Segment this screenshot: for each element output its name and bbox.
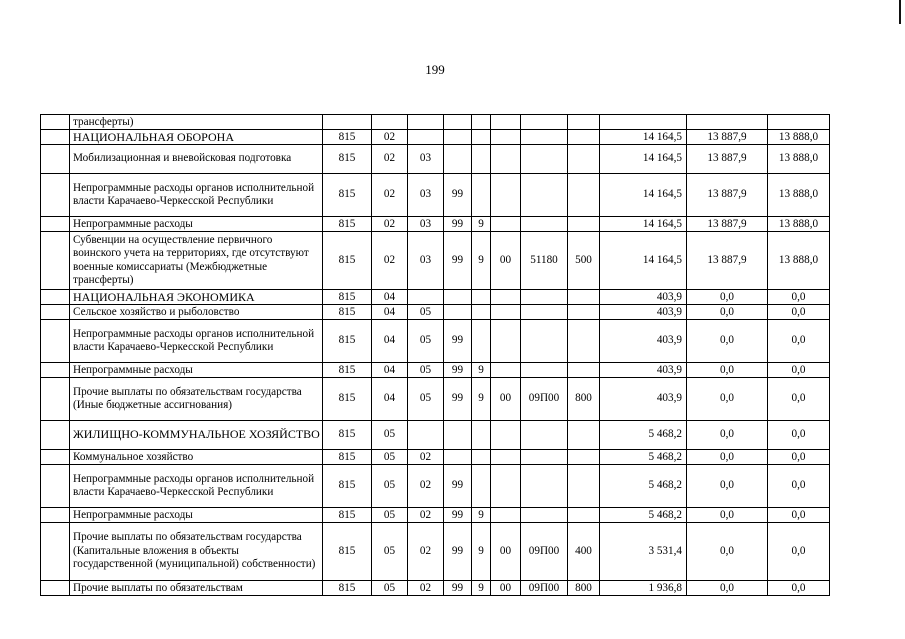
row-index-cell: [41, 421, 70, 450]
row-name: трансферты): [70, 115, 323, 130]
row-index-cell: [41, 508, 70, 523]
ministry-code: 815: [323, 232, 372, 290]
amount-year-3: 13 888,0: [768, 174, 830, 217]
table-row: [41, 305, 830, 320]
target-code: [521, 115, 568, 130]
amount-year-3: 13 888,0: [768, 232, 830, 290]
program-code: 99: [444, 232, 472, 290]
row-name: Прочие выплаты по обязательствам государства (Капитальные вложения в объекты государственной (муниципальной) собственности): [70, 523, 323, 581]
amount-year-2: 0,0: [687, 421, 768, 450]
table-row: [41, 378, 830, 421]
subprogram-code: [472, 145, 491, 174]
subsection-code: [408, 115, 444, 130]
amount-year-2: 0,0: [687, 581, 768, 596]
target-code: [521, 450, 568, 465]
program-code: 99: [444, 508, 472, 523]
ministry-code: 815: [323, 174, 372, 217]
direction-code: [491, 115, 521, 130]
subprogram-code: [472, 174, 491, 217]
subprogram-code: [472, 320, 491, 363]
subsection-code: 02: [408, 450, 444, 465]
target-code: 09П00: [521, 581, 568, 596]
row-index-cell: [41, 130, 70, 145]
amount-year-2: 13 887,9: [687, 145, 768, 174]
section-code: 04: [372, 320, 408, 363]
ministry-code: 815: [323, 450, 372, 465]
table-row: [41, 115, 830, 130]
program-code: 99: [444, 174, 472, 217]
budget-table: [40, 114, 830, 596]
row-name: Непрограммные расходы: [70, 217, 323, 232]
section-code: 02: [372, 232, 408, 290]
amount-year-2: 13 887,9: [687, 174, 768, 217]
table-row: [41, 232, 830, 290]
amount-year-3: 0,0: [768, 320, 830, 363]
table-row: [41, 421, 830, 450]
program-code: 99: [444, 378, 472, 421]
program-code: 99: [444, 465, 472, 508]
direction-code: [491, 217, 521, 232]
section-code: 04: [372, 290, 408, 305]
row-name: Прочие выплаты по обязательствам государства (Иные бюджетные ассигнования): [70, 378, 323, 421]
section-code: 04: [372, 305, 408, 320]
amount-year-1: 5 468,2: [600, 450, 687, 465]
section-code: 05: [372, 465, 408, 508]
amount-year-3: 0,0: [768, 378, 830, 421]
row-name: ЖИЛИЩНО-КОММУНАЛЬНОЕ ХОЗЯЙСТВО: [70, 421, 323, 450]
row-name: НАЦИОНАЛЬНАЯ ОБОРОНА: [70, 130, 323, 145]
amount-year-3: 0,0: [768, 450, 830, 465]
table-row: [41, 363, 830, 378]
section-code: 04: [372, 363, 408, 378]
amount-year-1: [600, 115, 687, 130]
subprogram-code: 9: [472, 581, 491, 596]
amount-year-3: 0,0: [768, 523, 830, 581]
direction-code: [491, 363, 521, 378]
subprogram-code: 9: [472, 232, 491, 290]
row-name: Непрограммные расходы: [70, 508, 323, 523]
expense-type-code: [568, 290, 600, 305]
subsection-code: [408, 421, 444, 450]
amount-year-1: 14 164,5: [600, 145, 687, 174]
program-code: 99: [444, 363, 472, 378]
row-index-cell: [41, 305, 70, 320]
table-row: [41, 174, 830, 217]
table-row: [41, 130, 830, 145]
target-code: 51180: [521, 232, 568, 290]
target-code: [521, 174, 568, 217]
ministry-code: 815: [323, 581, 372, 596]
program-code: 99: [444, 217, 472, 232]
direction-code: [491, 290, 521, 305]
expense-type-code: [568, 363, 600, 378]
section-code: [372, 115, 408, 130]
program-code: [444, 450, 472, 465]
row-index-cell: [41, 363, 70, 378]
target-code: [521, 320, 568, 363]
expense-type-code: [568, 465, 600, 508]
row-name: НАЦИОНАЛЬНАЯ ЭКОНОМИКА: [70, 290, 323, 305]
expense-type-code: [568, 305, 600, 320]
amount-year-2: 0,0: [687, 363, 768, 378]
row-name: Непрограммные расходы органов исполнительной власти Карачаево-Черкесской Республики: [70, 174, 323, 217]
subsection-code: 05: [408, 320, 444, 363]
row-index-cell: [41, 581, 70, 596]
amount-year-2: 13 887,9: [687, 217, 768, 232]
direction-code: 00: [491, 523, 521, 581]
row-name: Прочие выплаты по обязательствам: [70, 581, 323, 596]
amount-year-2: 0,0: [687, 290, 768, 305]
subprogram-code: 9: [472, 508, 491, 523]
table-row: [41, 450, 830, 465]
target-code: [521, 508, 568, 523]
expense-type-code: [568, 130, 600, 145]
ministry-code: 815: [323, 130, 372, 145]
amount-year-2: 0,0: [687, 465, 768, 508]
row-index-cell: [41, 523, 70, 581]
direction-code: [491, 305, 521, 320]
subsection-code: 03: [408, 232, 444, 290]
program-code: [444, 130, 472, 145]
subprogram-code: 9: [472, 217, 491, 232]
amount-year-3: 0,0: [768, 465, 830, 508]
amount-year-1: 403,9: [600, 320, 687, 363]
amount-year-3: 0,0: [768, 421, 830, 450]
amount-year-1: 14 164,5: [600, 232, 687, 290]
ministry-code: 815: [323, 320, 372, 363]
subsection-code: 02: [408, 581, 444, 596]
subprogram-code: [472, 450, 491, 465]
ministry-code: 815: [323, 508, 372, 523]
program-code: [444, 290, 472, 305]
subprogram-code: [472, 305, 491, 320]
row-name: Субвенции на осуществление первичного воинского учета на территориях, где отсутствуют военные комиссариаты (Межбюджетные трансферты): [70, 232, 323, 290]
expense-type-code: [568, 320, 600, 363]
amount-year-2: [687, 115, 768, 130]
ministry-code: 815: [323, 465, 372, 508]
table-row: [41, 145, 830, 174]
expense-type-code: 500: [568, 232, 600, 290]
amount-year-2: 0,0: [687, 378, 768, 421]
subsection-code: 03: [408, 174, 444, 217]
amount-year-3: 0,0: [768, 305, 830, 320]
subprogram-code: 9: [472, 363, 491, 378]
row-name: Сельское хозяйство и рыболовство: [70, 305, 323, 320]
table-row: [41, 581, 830, 596]
ministry-code: [323, 115, 372, 130]
target-code: [521, 305, 568, 320]
target-code: [521, 217, 568, 232]
row-name: Непрограммные расходы: [70, 363, 323, 378]
row-index-cell: [41, 465, 70, 508]
table-row: [41, 290, 830, 305]
table-body: [41, 115, 830, 596]
amount-year-3: 0,0: [768, 508, 830, 523]
amount-year-3: [768, 115, 830, 130]
direction-code: 00: [491, 378, 521, 421]
row-index-cell: [41, 217, 70, 232]
row-name: Непрограммные расходы органов исполнительной власти Карачаево-Черкесской Республики: [70, 320, 323, 363]
amount-year-2: 0,0: [687, 508, 768, 523]
row-name: Коммунальное хозяйство: [70, 450, 323, 465]
row-index-cell: [41, 174, 70, 217]
section-code: 05: [372, 450, 408, 465]
section-code: 02: [372, 174, 408, 217]
direction-code: [491, 145, 521, 174]
target-code: [521, 363, 568, 378]
expense-type-code: [568, 450, 600, 465]
target-code: [521, 290, 568, 305]
subprogram-code: [472, 130, 491, 145]
target-code: [521, 130, 568, 145]
ministry-code: 815: [323, 421, 372, 450]
amount-year-1: 403,9: [600, 290, 687, 305]
amount-year-1: 5 468,2: [600, 421, 687, 450]
section-code: 05: [372, 508, 408, 523]
expense-type-code: [568, 174, 600, 217]
ministry-code: 815: [323, 290, 372, 305]
subsection-code: [408, 130, 444, 145]
expense-type-code: [568, 508, 600, 523]
amount-year-2: 0,0: [687, 305, 768, 320]
program-code: 99: [444, 523, 472, 581]
direction-code: 00: [491, 232, 521, 290]
program-code: 99: [444, 320, 472, 363]
amount-year-2: 13 887,9: [687, 130, 768, 145]
table-row: [41, 217, 830, 232]
expense-type-code: [568, 145, 600, 174]
subsection-code: 05: [408, 378, 444, 421]
amount-year-3: 0,0: [768, 581, 830, 596]
amount-year-1: 5 468,2: [600, 465, 687, 508]
expense-type-code: [568, 115, 600, 130]
table-row: [41, 465, 830, 508]
amount-year-3: 13 888,0: [768, 145, 830, 174]
amount-year-1: 3 531,4: [600, 523, 687, 581]
table-row: [41, 523, 830, 581]
subprogram-code: [472, 421, 491, 450]
subprogram-code: 9: [472, 523, 491, 581]
subsection-code: 02: [408, 523, 444, 581]
amount-year-2: 13 887,9: [687, 232, 768, 290]
target-code: 09П00: [521, 523, 568, 581]
amount-year-1: 14 164,5: [600, 130, 687, 145]
table-row: [41, 508, 830, 523]
section-code: 02: [372, 130, 408, 145]
section-code: 04: [372, 378, 408, 421]
subsection-code: 03: [408, 145, 444, 174]
ministry-code: 815: [323, 305, 372, 320]
amount-year-3: 0,0: [768, 363, 830, 378]
program-code: 99: [444, 581, 472, 596]
amount-year-1: 1 936,8: [600, 581, 687, 596]
amount-year-2: 0,0: [687, 523, 768, 581]
row-index-cell: [41, 450, 70, 465]
amount-year-3: 0,0: [768, 290, 830, 305]
target-code: 09П00: [521, 378, 568, 421]
direction-code: [491, 320, 521, 363]
program-code: [444, 305, 472, 320]
target-code: [521, 465, 568, 508]
subsection-code: 02: [408, 508, 444, 523]
amount-year-1: 403,9: [600, 378, 687, 421]
expense-type-code: [568, 217, 600, 232]
page-number: 199: [425, 62, 445, 77]
subsection-code: 03: [408, 217, 444, 232]
section-code: 05: [372, 581, 408, 596]
direction-code: [491, 174, 521, 217]
amount-year-1: 5 468,2: [600, 508, 687, 523]
page-edge-line: [899, 0, 901, 24]
row-index-cell: [41, 232, 70, 290]
ministry-code: 815: [323, 145, 372, 174]
subsection-code: [408, 290, 444, 305]
amount-year-1: 403,9: [600, 363, 687, 378]
amount-year-1: 14 164,5: [600, 217, 687, 232]
subprogram-code: [472, 290, 491, 305]
target-code: [521, 145, 568, 174]
direction-code: [491, 465, 521, 508]
subsection-code: 02: [408, 465, 444, 508]
subprogram-code: [472, 115, 491, 130]
direction-code: [491, 130, 521, 145]
expense-type-code: 800: [568, 378, 600, 421]
subprogram-code: 9: [472, 378, 491, 421]
program-code: [444, 115, 472, 130]
amount-year-3: 13 888,0: [768, 130, 830, 145]
program-code: [444, 145, 472, 174]
ministry-code: 815: [323, 217, 372, 232]
subsection-code: 05: [408, 363, 444, 378]
expense-type-code: [568, 421, 600, 450]
direction-code: [491, 421, 521, 450]
section-code: 05: [372, 523, 408, 581]
direction-code: [491, 450, 521, 465]
direction-code: 00: [491, 581, 521, 596]
amount-year-1: 14 164,5: [600, 174, 687, 217]
row-index-cell: [41, 378, 70, 421]
row-name: Мобилизационная и вневойсковая подготовка: [70, 145, 323, 174]
expense-type-code: 400: [568, 523, 600, 581]
ministry-code: 815: [323, 363, 372, 378]
section-code: 05: [372, 421, 408, 450]
subprogram-code: [472, 465, 491, 508]
amount-year-3: 13 888,0: [768, 217, 830, 232]
expense-type-code: 800: [568, 581, 600, 596]
table-row: [41, 320, 830, 363]
row-index-cell: [41, 290, 70, 305]
target-code: [521, 421, 568, 450]
section-code: 02: [372, 217, 408, 232]
row-index-cell: [41, 145, 70, 174]
amount-year-1: 403,9: [600, 305, 687, 320]
amount-year-2: 0,0: [687, 450, 768, 465]
ministry-code: 815: [323, 378, 372, 421]
amount-year-2: 0,0: [687, 320, 768, 363]
section-code: 02: [372, 145, 408, 174]
row-index-cell: [41, 320, 70, 363]
ministry-code: 815: [323, 523, 372, 581]
row-index-cell: [41, 115, 70, 130]
direction-code: [491, 508, 521, 523]
subsection-code: 05: [408, 305, 444, 320]
program-code: [444, 421, 472, 450]
row-name: Непрограммные расходы органов исполнительной власти Карачаево-Черкесской Республики: [70, 465, 323, 508]
